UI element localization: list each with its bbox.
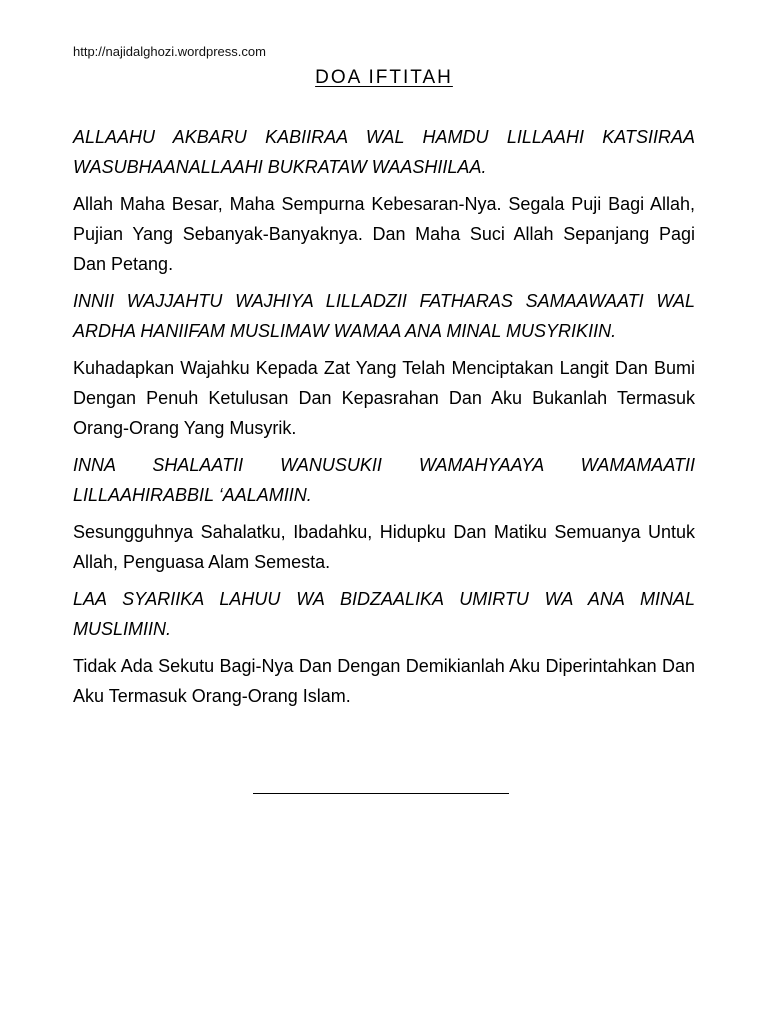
prayer-translation-2: Kuhadapkan Wajahku Kepada Zat Yang Telah Menciptakan Langit Dan Bumi Dengan Penuh Ketulusan Dan Kepasrahan Dan Aku Bukanlah Termasuk Orang-Orang Yang Musyrik.	[73, 358, 695, 438]
prayer-latin-4: LAA SYARIIKA LAHUU WA BIDZAALIKA UMIRTU WA ANA MINAL MUSLIMIIN.	[73, 589, 695, 639]
prayer-latin-2: INNII WAJJAHTU WAJHIYA LILLADZII FATHARAS SAMAAWAATI WAL ARDHA HANIIFAM MUSLIMAW WAMAA ANA MINAL MUSYRIKIIN.	[73, 291, 695, 341]
end-divider-line	[253, 793, 509, 794]
prayer-translation-1: Allah Maha Besar, Maha Sempurna Kebesaran-Nya. Segala Puji Bagi Allah, Pujian Yang Sebanyak-Banyaknya. Dan Maha Suci Allah Sepanjang Pagi Dan Petang.	[73, 194, 695, 274]
document-body	[73, 122, 695, 718]
prayer-translation-4: Tidak Ada Sekutu Bagi-Nya Dan Dengan Demikianlah Aku Diperintahkan Dan Aku Termasuk Orang-Orang Islam.	[73, 656, 695, 706]
prayer-latin-3: INNA SHALAATII WANUSUKII WAMAHYAAYA WAMAMAATII LILLAAHIRABBIL ‘AALAMIIN.	[73, 455, 695, 505]
header-url: http://najidalghozi.wordpress.com	[73, 44, 266, 59]
prayer-translation-3: Sesungguhnya Sahalatku, Ibadahku, Hidupku Dan Matiku Semuanya Untuk Allah, Penguasa Alam Semesta.	[73, 522, 695, 572]
prayer-latin-1: ALLAAHU AKBARU KABIIRAA WAL HAMDU LILLAAHI KATSIIRAA WASUBHAANALLAAHI BUKRATAW WAASHIILAA.	[73, 127, 695, 177]
page-title: DOA IFTITAH	[315, 67, 453, 88]
